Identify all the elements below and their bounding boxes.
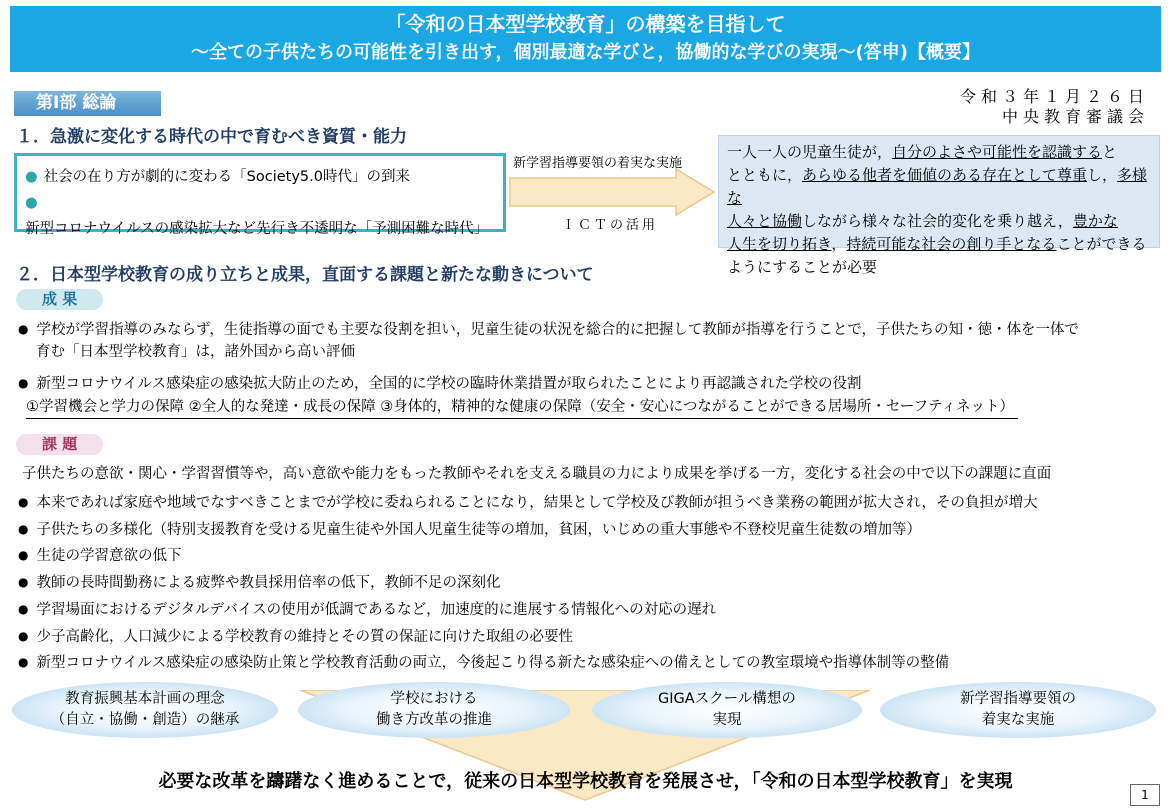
arrow-label-bottom: ＩＣＴの活用: [562, 218, 659, 233]
pillar-ellipse-3: GIGAスクール構想の 実現: [592, 682, 862, 738]
seika-item-1: ● 学校が学習指導のみならず，生徒指導の面でも主要な役割を担い，児童生徒の状況を総合的に把握して教師が指導を行うことで，子供たちの知・徳・体を一体で 育む「日本型学校教育」は，諸外国から高い評価: [18, 322, 1080, 360]
seika-label: 成 果: [16, 289, 103, 310]
list-item: ● 学習場面におけるデジタルデバイスの使用が低調であるなど，加速度的に進展する情報化への対応の遅れ: [18, 601, 717, 618]
bullet-icon: ●: [18, 376, 29, 390]
bullet-icon: ●: [25, 195, 38, 211]
list-item: ● 新型コロナウイルス感染症の感染防止策と学校教育活動の両立，今後起こり得る新たな感染症への備えとしての教室環境や指導体制等の整備: [18, 655, 950, 672]
bullet-icon: ●: [18, 521, 29, 536]
section1-title: １．急激に変化する時代の中で育むべき資質・能力: [16, 127, 407, 147]
pillar-ellipse-4: 新学習指導要領の 着実な実施: [880, 682, 1156, 738]
kadai-intro: 子供たちの意欲・関心・学習習慣等や，高い意欲や能力をもった教師やそれを支える職員の力により成果を挙げる一方，変化する社会の中で以下の課題に直面: [22, 466, 1052, 482]
bullet-icon: ●: [18, 495, 29, 509]
bullet-icon: ●: [25, 169, 38, 185]
bullet-icon: ●: [18, 628, 29, 643]
list-item: ●新型コロナウイルスの感染拡大など先行き不透明な「予測困難な時代」: [25, 195, 489, 237]
section2-title: ２．日本型学校教育の成り立ちと成果，直面する課題と新たな動きについて: [16, 265, 594, 285]
arrow-label-top: 新学習指導要領の着実な実施: [513, 156, 683, 171]
bullet-icon: ●: [18, 575, 29, 590]
bullet-icon: ●: [18, 548, 29, 563]
right-arrow-icon: [508, 168, 718, 216]
seika-item-2: ● 新型コロナウイルス感染症の感染拡大防止のため，全国的に学校の臨時休業措置が取られたことにより再認識された学校の役割: [18, 376, 862, 392]
section1-bullet-box: [14, 153, 506, 237]
part-label: 第Ⅰ部 総論: [14, 91, 161, 116]
header-banner: [10, 6, 1161, 72]
document-subtitle: ～全ての子供たちの可能性を引き出す，個別最適な学びと，協働的な学びの実現～(答申)【概要】: [190, 42, 980, 63]
bullet-icon: ●: [18, 601, 29, 616]
list-item: ● 本来であれば家庭や地域でなすべきことまでが学校に委ねられることになり，結果として学校及び教師が担うべき業務の範囲が拡大され，その負担が増大: [18, 495, 1038, 511]
school-roles: ①学習機会と学力の保障 ②全人的な発達・成長の保障 ③身体的，精神的な健康の保障（安全・安心につながることができる居場所・セーフティネット）: [26, 396, 1018, 419]
pillar-ellipse-1: 教育振興基本計画の理念 （自立・協働・創造）の継承: [12, 682, 278, 738]
list-item: ● 子供たちの多様化（特別支援教育を受ける児童生徒や外国人児童生徒等の増加，貧困，いじめの重大事態や不登校児童生徒数の増加等）: [18, 521, 921, 538]
pillar-ellipse-2: 学校における 働き方改革の推進: [298, 682, 570, 738]
kadai-list: [18, 490, 1168, 677]
list-item: ● 生徒の学習意欲の低下: [18, 548, 182, 565]
list-item: ● 教師の長時間勤務による疲弊や教員採用倍率の低下，教師不足の深刻化: [18, 575, 501, 592]
page-number: 1: [1130, 784, 1160, 806]
document-title: 「令和の日本型学校教育」の構築を目指して: [385, 12, 786, 36]
date: 令和３年１月２６日: [959, 87, 1149, 106]
conclusion-text: 必要な改革を躊躇なく進めることで，従来の日本型学校教育を発展させ，「令和の日本型学校教育」を実現: [158, 771, 1013, 792]
organization: 中央教育審議会: [1001, 107, 1149, 126]
goal-box: 一人一人の児童生徒が，自分のよさや可能性を認識すると とともに，あらゆる他者を価値のある存在として尊重し，多様な 人々と協働しながら様々な社会的変化を乗り越え，豊かな 人生を切り拓き，持続可能な社会の創り手となることができる ようにすることが必要: [718, 135, 1160, 248]
list-item: ● 社会の在り方が劇的に変わる「Society5.0時代」の到来: [25, 169, 410, 185]
bullet-icon: ●: [18, 322, 29, 336]
list-item: ● 少子高齢化，人口減少による学校教育の維持とその質の保証に向けた取組の必要性: [18, 628, 573, 645]
date-block: [960, 87, 1149, 127]
kadai-label: 課 題: [16, 434, 103, 455]
bullet-icon: ●: [18, 655, 29, 670]
